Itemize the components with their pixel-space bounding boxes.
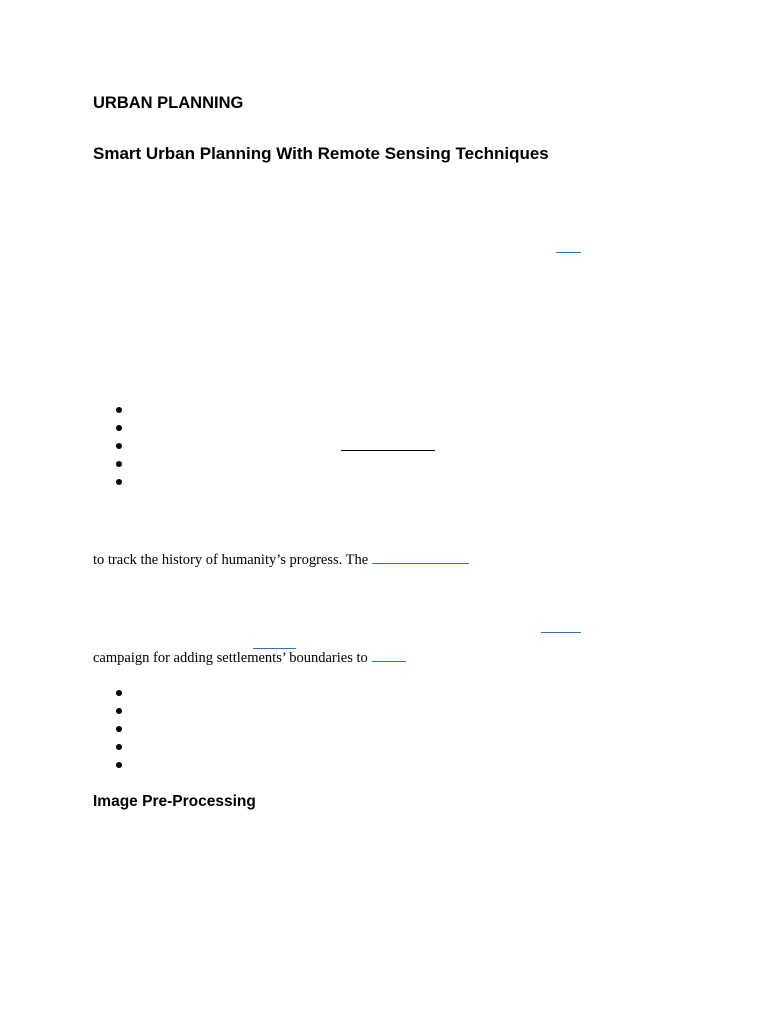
bullet-icon [116, 708, 122, 714]
hyperlink-underline[interactable] [556, 252, 581, 253]
hyperlink-underline[interactable] [541, 632, 581, 633]
document-title: Smart Urban Planning With Remote Sensing Techniques [93, 144, 549, 163]
bullet-icon [116, 744, 122, 750]
hyperlink-underline[interactable] [372, 649, 406, 662]
bullet-icon [116, 762, 122, 768]
bullet-icon [116, 479, 122, 485]
bullet-icon [116, 461, 122, 467]
bullet-icon [116, 425, 122, 431]
campaign-text: campaign for adding settlements’ boundaries to [93, 650, 368, 666]
hyperlink-underline[interactable] [372, 551, 469, 564]
text-underline [341, 450, 435, 451]
bullet-icon [116, 443, 122, 449]
bullet-icon [116, 690, 122, 696]
bullet-icon [116, 726, 122, 732]
history-text: to track the history of humanity’s progress. The [93, 552, 369, 568]
history-paragraph [93, 551, 469, 569]
campaign-paragraph [93, 649, 406, 667]
bullet-icon [116, 407, 122, 413]
section-heading: URBAN PLANNING [93, 94, 244, 112]
subheading-image-preprocessing: Image Pre-Processing [93, 793, 256, 810]
